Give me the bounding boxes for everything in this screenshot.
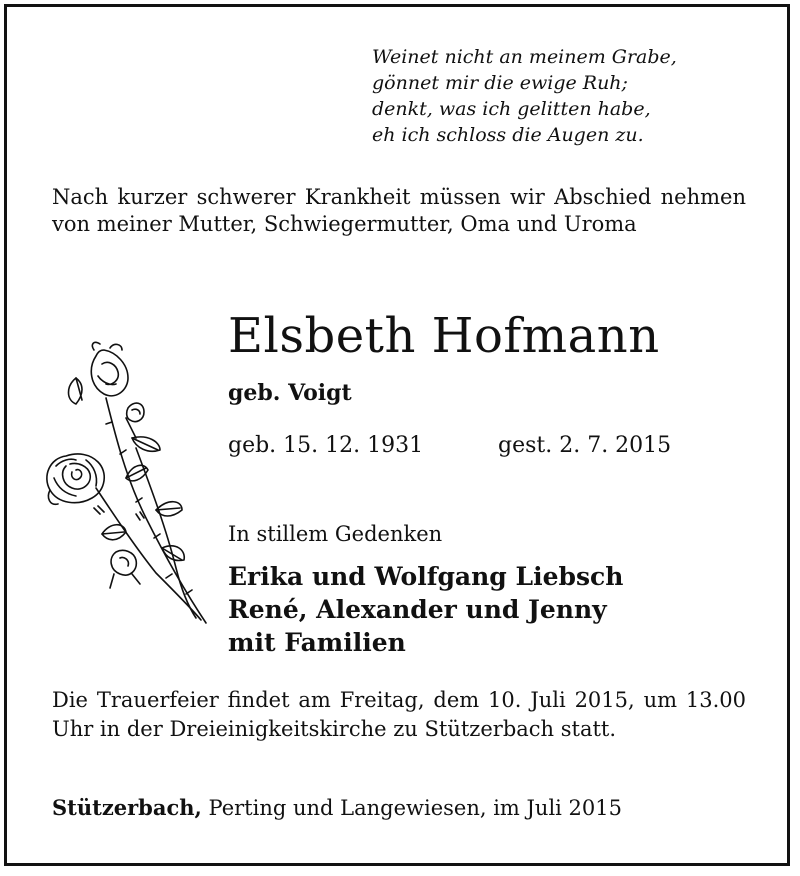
place-rest: Perting und Langewiesen, im Juli 2015 <box>201 796 622 820</box>
mourning-heading: In stillem Gedenken <box>228 522 443 546</box>
death-date: gest. 2. 7. 2015 <box>498 433 672 458</box>
deceased-name: Elsbeth Hofmann <box>228 308 660 364</box>
intro-text: Nach kurzer schwerer Krankheit müssen wir Abschied nehmen von meiner Mutter, Schwiegermutter, Oma und Uroma <box>52 185 746 236</box>
service-info: Die Trauerfeier findet am Freitag, dem 10. Juli 2015, um 13.00 Uhr in der Dreieinigkeitskirche zu Stützerbach statt. <box>52 688 746 741</box>
place-date-line <box>52 795 622 820</box>
poem <box>372 44 752 148</box>
life-dates <box>228 433 671 458</box>
place-town: Stützerbach, <box>52 795 202 820</box>
poem-line: denkt, was ich gelitten habe, <box>372 98 651 120</box>
mourner-line: mit Familien <box>228 628 406 657</box>
mourner-line: René, Alexander und Jenny <box>228 595 607 624</box>
mourner-line: Erika und Wolfgang Liebsch <box>228 562 624 591</box>
poem-line: gönnet mir die ewige Ruh; <box>372 72 628 94</box>
birth-date: geb. 15. 12. 1931 <box>228 433 424 458</box>
poem-line: Weinet nicht an meinem Grabe, <box>372 46 677 68</box>
birth-name: geb. Voigt <box>228 380 352 406</box>
poem-line: eh ich schloss die Augen zu. <box>372 124 644 146</box>
mourners-list <box>228 560 623 659</box>
rose-illustration-icon <box>36 338 226 628</box>
